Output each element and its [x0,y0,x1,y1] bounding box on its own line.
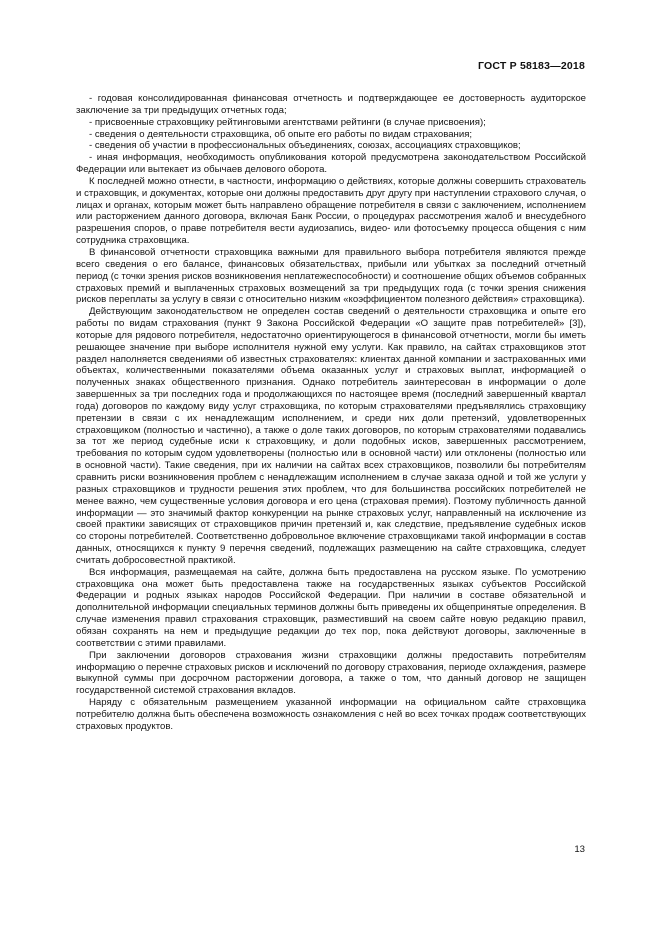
paragraph: Наряду с обязательным размещением указанной информации на официальном сайте страховщика потребителю должна быть обеспечена возможность ознакомления с ней во всех точках продаж соответствующих страховых продуктов. [76,697,586,732]
paragraph: - иная информация, необходимость опубликования которой предусмотрена законодательством Российской Федерации или вытекает из обычаев делового оборота. [76,152,586,176]
paragraph: - сведения о деятельности страховщика, об опыте его работы по видам страхования; [89,128,473,140]
paragraph: - годовая консолидированная финансовая отчетность и подтверждающее ее достоверность аудиторское заключение за три предыдущих отчетных года; [76,93,586,116]
paragraph: К последней можно отнести, в частности, информацию о действиях, которые должны совершить страхователь и страховщик, и документах, которые они должны предоставить друг другу при наступлении страхового случая, о лицах и органах, которым может быть направлено обращение потребителя в связи с заключением, исполнением или расторжением данного договора, включая Банк России, о процедурах рассмотрения жалоб и внесудебного разрешения споров, о праве потребителя вести аудиозапись, видео- или фотосъемку процесса общения с ним сотрудника страховщика. [76,175,586,247]
paragraph: - сведения об участии в профессиональных объединениях, союзах, ассоциациях страховщиков; [89,140,521,152]
paragraph: Действующим законодательством не определен состав сведений о деятельности страховщика и опыте его работы по видам страхования (пункт 9 Закона Российской Федерации «О защите прав потребителей» [3]), которые для рядового потребителя, недостаточно ориентирующегося в финансовой отчетности, могли бы иметь решающее значение при выборе исполнителя нужной ему услуги. Как правило, на сайтах страховщиков этот раздел наполняется сведениями об известных страхователях: клиентах данной компании и застрахованных ими объектах, количественными показателями объема оказанных услуг и страховых выплат, информацией о полученных знаках общественного признания. Однако потребитель заинтересован в информации о доле завершенных за три последних года и продолжающихся по настоящее время (последний завершенный квартал года) договоров по каждому виду услуг страховщика, по которым страхователями предъявлялись страховщику претензии в связи с их ненадлежащим исполнением, и среди них доли претензий, удовлетворенных страховщиком (полностью и частично), а также о доле таких договоров, по которым страхователями подавались за тот же период судебные иски к страховщику, и доли подобных исков, завершенных рассмотрением, требования по которым судом удовлетворены (полностью или в основной части) или отклонены (полностью или в основной части). Такие сведения, при их наличии на сайтах всех страховщиков, позволили бы потребителям сравнить риски возникновения проблем с ненадлежащим исполнением в случае заказа одной и той же услуги у разных страховщиков и трудности решения этих проблем, что для большинства российских потребителей не менее важно, чем существенные условия договора и его цена (страховая премия). Поэтому публичность данной информации — это значимый фактор конкуренции на рынке страховых услуг, направленный на исключение из своей практики зависящих от страховщиков причин претензий и, как следствие, предъявление судебных исков со стороны потребителей. Соответственно добровольное включение страховщиками такой информации в состав данных, относящихся к пункту 9 перечня сведений, подлежащих размещению на сайте страховщика, следует считать добросовестной практикой. [76,306,586,566]
paragraph: При заключении договоров страхования жизни страховщики должны предоставить потребителям информацию о перечне страховых рисков и исключений по договору страхования, периоде охлаждения, размере выкупной суммы при досрочном расторжении договора, а также о том, что данный договор не защищен государственной системой страхования вкладов. [76,649,586,697]
paragraph: Вся информация, размещаемая на сайте, должна быть предоставлена на русском языке. По усмотрению страховщика она может быть предоставлена также на государственных языках субъектов Российской Федерации и родных языках народов Российской Федерации. При наличии в составе обязательной и дополнительной информации специальных терминов должны быть приведены их общепринятые определения. В случае изменения правил страхования страховщик, разместивший на своем сайте новую редакцию правил, обязан сохранять на нем и предыдущие редакции до тех пор, пока действуют договоры, заключенные в соответствии с этими правилами. [76,566,586,649]
body-text [76,93,586,733]
page-number: 13 [574,844,585,855]
paragraph: - присвоенные страховщику рейтинговыми агентствами рейтинги (в случае присвоения); [89,116,486,128]
paragraph: В финансовой отчетности страховщика важными для правильного выбора потребителя являются прежде всего сведения о его балансе, финансовых обязательствах, прибыли или убытках за последний отчетный период (с точки зрения рисков возникновения неплатежеспособности) и соотношение общих объемов собранных страховых премий и выплаченных страховых возмещений за три предыдущих года (с точки зрения снижения рисков переплаты за услугу в связи с относительно низким «коэффициентом полезного действия» страховщика). [76,246,586,306]
standard-header: ГОСТ Р 58183—2018 [477,60,585,72]
